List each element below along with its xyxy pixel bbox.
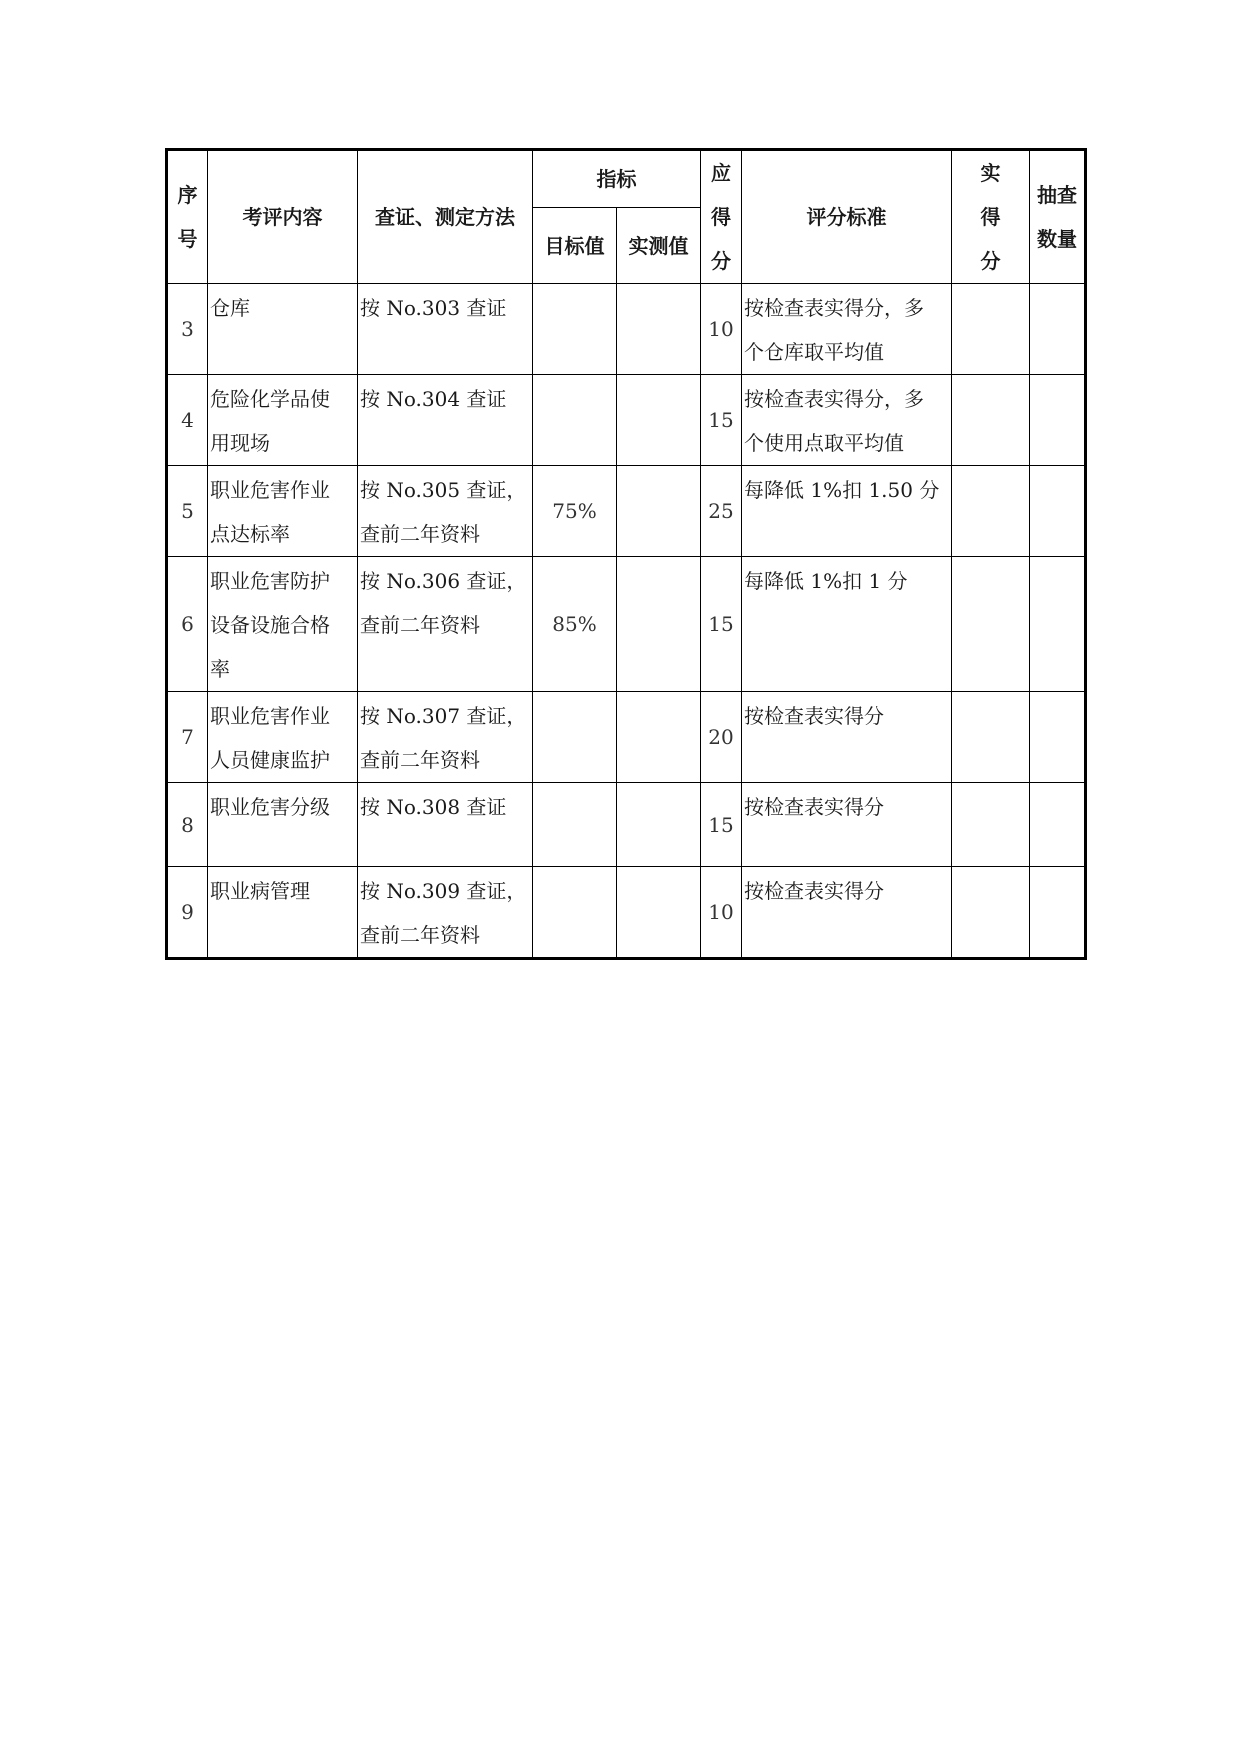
cell-criteria-line: 个使用点取平均值 <box>744 431 904 455</box>
cell-criteria-line: 按检查表实得分，多 <box>744 387 924 411</box>
cell-method <box>358 867 533 959</box>
cell-actual-score <box>952 557 1030 692</box>
cell-content <box>208 692 358 783</box>
cell-content-line: 仓库 <box>210 296 250 320</box>
cell-method <box>358 466 533 557</box>
cell-criteria-line: 按检查表实得分 <box>744 704 884 728</box>
header-seq: 序 号 <box>167 150 208 284</box>
cell-measured <box>617 557 701 692</box>
evaluation-table <box>165 148 1087 960</box>
cell-criteria-line: 按检查表实得分 <box>744 879 884 903</box>
cell-method-line: 按 No.305 查证， <box>360 478 527 502</box>
cell-measured <box>617 284 701 375</box>
cell-full-score: 15 <box>701 557 742 692</box>
cell-seq: 4 <box>167 375 208 466</box>
cell-actual-score <box>952 466 1030 557</box>
cell-content <box>208 375 358 466</box>
table-body <box>167 284 1086 959</box>
cell-sample <box>1030 867 1086 959</box>
cell-content-line: 率 <box>210 657 230 681</box>
cell-sample <box>1030 375 1086 466</box>
cell-seq: 9 <box>167 867 208 959</box>
cell-full-score: 10 <box>701 867 742 959</box>
cell-criteria-line: 每降低 1%扣 1.50 分 <box>744 478 940 502</box>
table-row <box>167 783 1086 867</box>
table-row <box>167 284 1086 375</box>
cell-seq: 7 <box>167 692 208 783</box>
table-row <box>167 375 1086 466</box>
header-target: 目标值 <box>533 208 617 284</box>
cell-method <box>358 783 533 867</box>
cell-content-line: 职业危害分级 <box>210 795 330 819</box>
table-row <box>167 466 1086 557</box>
cell-content-line: 职业危害作业 <box>210 478 330 502</box>
cell-full-score: 20 <box>701 692 742 783</box>
cell-content-line: 职业病管理 <box>210 879 310 903</box>
cell-actual-score <box>952 783 1030 867</box>
cell-criteria <box>742 466 952 557</box>
cell-content-line: 点达标率 <box>210 522 290 546</box>
header-measured: 实测值 <box>617 208 701 284</box>
cell-method <box>358 557 533 692</box>
cell-actual-score <box>952 692 1030 783</box>
cell-method-line: 按 No.307 查证， <box>360 704 527 728</box>
cell-sample <box>1030 783 1086 867</box>
cell-sample <box>1030 692 1086 783</box>
cell-actual-score <box>952 867 1030 959</box>
header-indicator: 指标 <box>533 150 701 208</box>
header-full-score: 应 得 分 <box>701 150 742 284</box>
header-sample: 抽查 数量 <box>1030 150 1086 284</box>
cell-target <box>533 867 617 959</box>
cell-method-line: 按 No.304 查证 <box>360 387 507 411</box>
cell-criteria <box>742 783 952 867</box>
table-row <box>167 557 1086 692</box>
cell-actual-score <box>952 284 1030 375</box>
header-method: 查证、测定方法 <box>358 150 533 284</box>
cell-seq: 6 <box>167 557 208 692</box>
cell-method <box>358 284 533 375</box>
cell-content <box>208 284 358 375</box>
cell-content-line: 职业危害防护 <box>210 569 330 593</box>
cell-measured <box>617 783 701 867</box>
cell-seq: 5 <box>167 466 208 557</box>
cell-criteria-line: 个仓库取平均值 <box>744 340 884 364</box>
cell-target: 85% <box>533 557 617 692</box>
cell-criteria <box>742 557 952 692</box>
table-row <box>167 867 1086 959</box>
cell-criteria-line: 按检查表实得分 <box>744 795 884 819</box>
cell-method-line: 按 No.308 查证 <box>360 795 507 819</box>
cell-sample <box>1030 284 1086 375</box>
cell-actual-score <box>952 375 1030 466</box>
cell-criteria-line: 按检查表实得分，多 <box>744 296 924 320</box>
table-header <box>167 150 1086 284</box>
cell-content-line: 人员健康监护 <box>210 748 330 772</box>
cell-content <box>208 557 358 692</box>
cell-target <box>533 284 617 375</box>
cell-criteria <box>742 375 952 466</box>
cell-content-line: 职业危害作业 <box>210 704 330 728</box>
cell-method-line: 查前二年资料 <box>360 923 480 947</box>
cell-seq: 3 <box>167 284 208 375</box>
cell-content <box>208 466 358 557</box>
cell-method-line: 按 No.303 查证 <box>360 296 507 320</box>
cell-sample <box>1030 557 1086 692</box>
cell-full-score: 25 <box>701 466 742 557</box>
header-content: 考评内容 <box>208 150 358 284</box>
cell-method-line: 按 No.309 查证， <box>360 879 527 903</box>
cell-full-score: 15 <box>701 783 742 867</box>
cell-method-line: 查前二年资料 <box>360 748 480 772</box>
cell-criteria <box>742 867 952 959</box>
cell-criteria <box>742 692 952 783</box>
cell-measured <box>617 375 701 466</box>
cell-method-line: 按 No.306 查证， <box>360 569 527 593</box>
header-criteria: 评分标准 <box>742 150 952 284</box>
cell-seq: 8 <box>167 783 208 867</box>
cell-measured <box>617 692 701 783</box>
cell-content <box>208 783 358 867</box>
header-actual-score: 实 得 分 <box>952 150 1030 284</box>
cell-target <box>533 783 617 867</box>
cell-content-line: 设备设施合格 <box>210 613 330 637</box>
cell-method-line: 查前二年资料 <box>360 522 480 546</box>
cell-sample <box>1030 466 1086 557</box>
cell-method <box>358 375 533 466</box>
cell-target <box>533 692 617 783</box>
cell-full-score: 10 <box>701 284 742 375</box>
table-row <box>167 692 1086 783</box>
cell-measured <box>617 466 701 557</box>
cell-method-line: 查前二年资料 <box>360 613 480 637</box>
cell-criteria-line: 每降低 1%扣 1 分 <box>744 569 908 593</box>
cell-method <box>358 692 533 783</box>
cell-full-score: 15 <box>701 375 742 466</box>
cell-content-line: 用现场 <box>210 431 270 455</box>
cell-target <box>533 375 617 466</box>
cell-content-line: 危险化学品使 <box>210 387 330 411</box>
cell-content <box>208 867 358 959</box>
cell-measured <box>617 867 701 959</box>
cell-target: 75% <box>533 466 617 557</box>
cell-criteria <box>742 284 952 375</box>
